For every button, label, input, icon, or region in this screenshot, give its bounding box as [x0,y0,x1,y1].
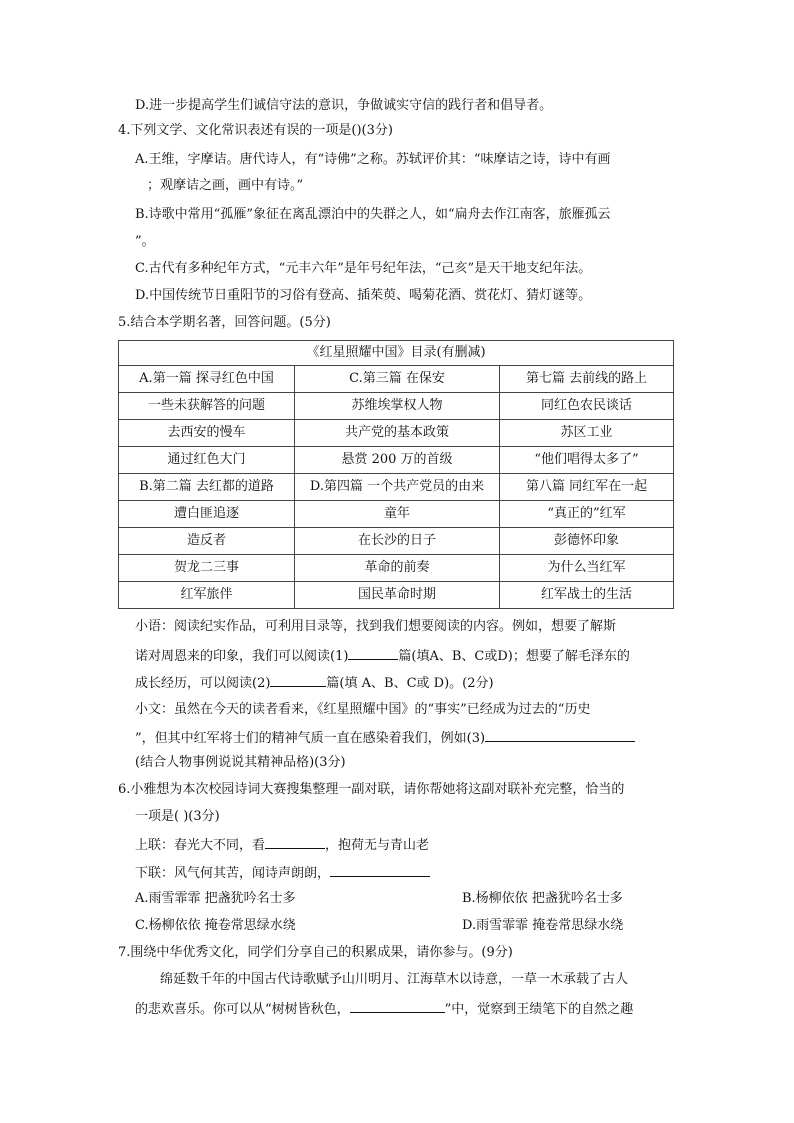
toc-cell: 共产党的基本政策 [295,420,500,447]
q7-paragraph-line2: 的悲欢喜乐。你可以从“树树皆秋色， ”中，觉察到王绩笔下的自然之趣 [135,998,633,1020]
xiaowen-line3: (结合人物事例说说其精神品格)(3分) [135,755,346,770]
answer-blank-1[interactable] [348,645,398,660]
toc-cell: 通过红色大门 [119,447,295,474]
toc-cell: 为什么当红军 [500,555,674,582]
q4-option-c: C.古代有多种纪年方式，“元丰六年”是年号纪年法，“己亥”是天干地支纪年法。 [135,261,592,276]
toc-row [119,501,674,528]
xiaoyu-line1: 小语：阅读纪实作品，可利用目录等，找到我们想要阅读的内容。例如，想要了解斯 [135,619,617,634]
toc-row [119,393,674,420]
toc-cell: 在长沙的日子 [295,528,500,555]
toc-cell: 红军战士的生活 [500,582,674,609]
toc-cell: 遭白匪追逐 [119,501,295,528]
xiaoyu-line3: 成长经历，可以阅读(2) 篇(填 A、B、C或 D)。(2分) [135,672,494,694]
q7-stem: 7.围绕中华优秀文化，同学们分享自己的积累成果，请你参与。(9分) [118,945,513,960]
toc-cell: 一些未获解答的问题 [119,393,295,420]
q4-option-b-line2: ”。 [135,234,155,249]
toc-cell: 苏维埃掌权人物 [295,393,500,420]
couplet-upper: 上联：春光大不同，看 ，抱荷无与青山老 [135,834,429,856]
xiaowen-line1: 小文：虽然在今天的读者看来，《红星照耀中国》的“事实”已经成为过去的“历史 [135,702,591,717]
toc-cell: 革命的前奏 [295,555,500,582]
toc-cell: 去西安的慢车 [119,420,295,447]
toc-cell: 造反者 [119,528,295,555]
q6-option-b: B.杨柳依依 把盏犹吟名士多 [462,891,623,906]
couplet-blank-1[interactable] [265,834,325,849]
toc-cell: 童年 [295,501,500,528]
couplet-lower: 下联：风气何其苦，闻诗声朗朗， [135,862,430,884]
toc-row [119,447,674,474]
toc-row [119,366,674,393]
toc-title: 《红星照耀中国》目录(有删减) [119,341,674,366]
toc-cell: 第七篇 去前线的路上 [500,366,674,393]
q6-option-d: D.雨雪霏霏 掩卷常思绿水绕 [462,918,624,933]
toc-row [119,420,674,447]
q4-option-a-line2: ；观摩诘之画，画中有诗。” [147,178,304,193]
answer-blank-3[interactable] [485,727,635,742]
q6-stem-line2: 一项是( )(3分) [135,809,220,824]
q4-option-d: D.中国传统节日重阳节的习俗有登高、插茱萸、喝菊花酒、赏花灯、猜灯谜等。 [135,288,592,303]
toc-cell: 第八篇 同红军在一起 [500,474,674,501]
q5-stem: 5.结合本学期名著，回答问题。(5分) [118,315,331,330]
q4-stem: 4.下列文学、文化常识表述有误的一项是()(3分) [118,123,393,138]
toc-row [119,528,674,555]
answer-blank-2[interactable] [270,672,326,687]
q7-paragraph-line1: 绵延数千年的中国古代诗歌赋予山川明月、江海草木以诗意，一草一木承载了古人 [160,972,629,987]
toc-cell: A.第一篇 探寻红色中国 [119,366,295,393]
poem-blank[interactable] [350,998,445,1013]
toc-cell: D.第四篇 一个共产党员的由来 [295,474,500,501]
toc-table [118,340,674,609]
toc-cell: 苏区工业 [500,420,674,447]
xiaowen-line2: ”，但其中红军将士们的精神气质一直在感染着我们，例如(3) [135,727,635,749]
q6-stem-line1: 6.小雅想为本次校园诗词大赛搜集整理一副对联，请你帮她将这副对联补充完整，恰当的 [118,782,625,797]
toc-cell: 悬赏 200 万的首级 [295,447,500,474]
q4-option-b-line1: B.诗歌中常用“孤雁”象征在离乱漂泊中的失群之人，如“扁舟去作江南客，旅雁孤云 [135,207,611,222]
toc-row [119,555,674,582]
toc-cell: 贺龙二三事 [119,555,295,582]
toc-cell: 红军旅伴 [119,582,295,609]
toc-row [119,582,674,609]
q4-option-a-line1: A.王维，字摩诘。唐代诗人，有“诗佛”之称。苏轼评价其：“味摩诘之诗，诗中有画 [135,152,611,167]
toc-row [119,474,674,501]
q3-option-d: D.进一步提高学生们诚信守法的意识，争做诚实守信的践行者和倡导者。 [135,98,553,113]
q6-option-c: C.杨柳依依 掩卷常思绿水绕 [135,918,296,933]
couplet-blank-2[interactable] [330,862,430,877]
toc-cell: B.第二篇 去红都的道路 [119,474,295,501]
toc-cell: 国民革命时期 [295,582,500,609]
toc-cell: “他们唱得太多了” [500,447,674,474]
toc-cell: 彭德怀印象 [500,528,674,555]
q6-option-a: A.雨雪霏霏 把盏犹吟名士多 [135,891,296,906]
toc-cell: “真正的”红军 [500,501,674,528]
toc-cell: 同红色农民谈话 [500,393,674,420]
toc-cell: C.第三篇 在保安 [295,366,500,393]
xiaoyu-line2: 诺对周恩来的印象，我们可以阅读(1) 篇(填A、B、C或D)；想要了解毛泽东的 [135,645,630,667]
